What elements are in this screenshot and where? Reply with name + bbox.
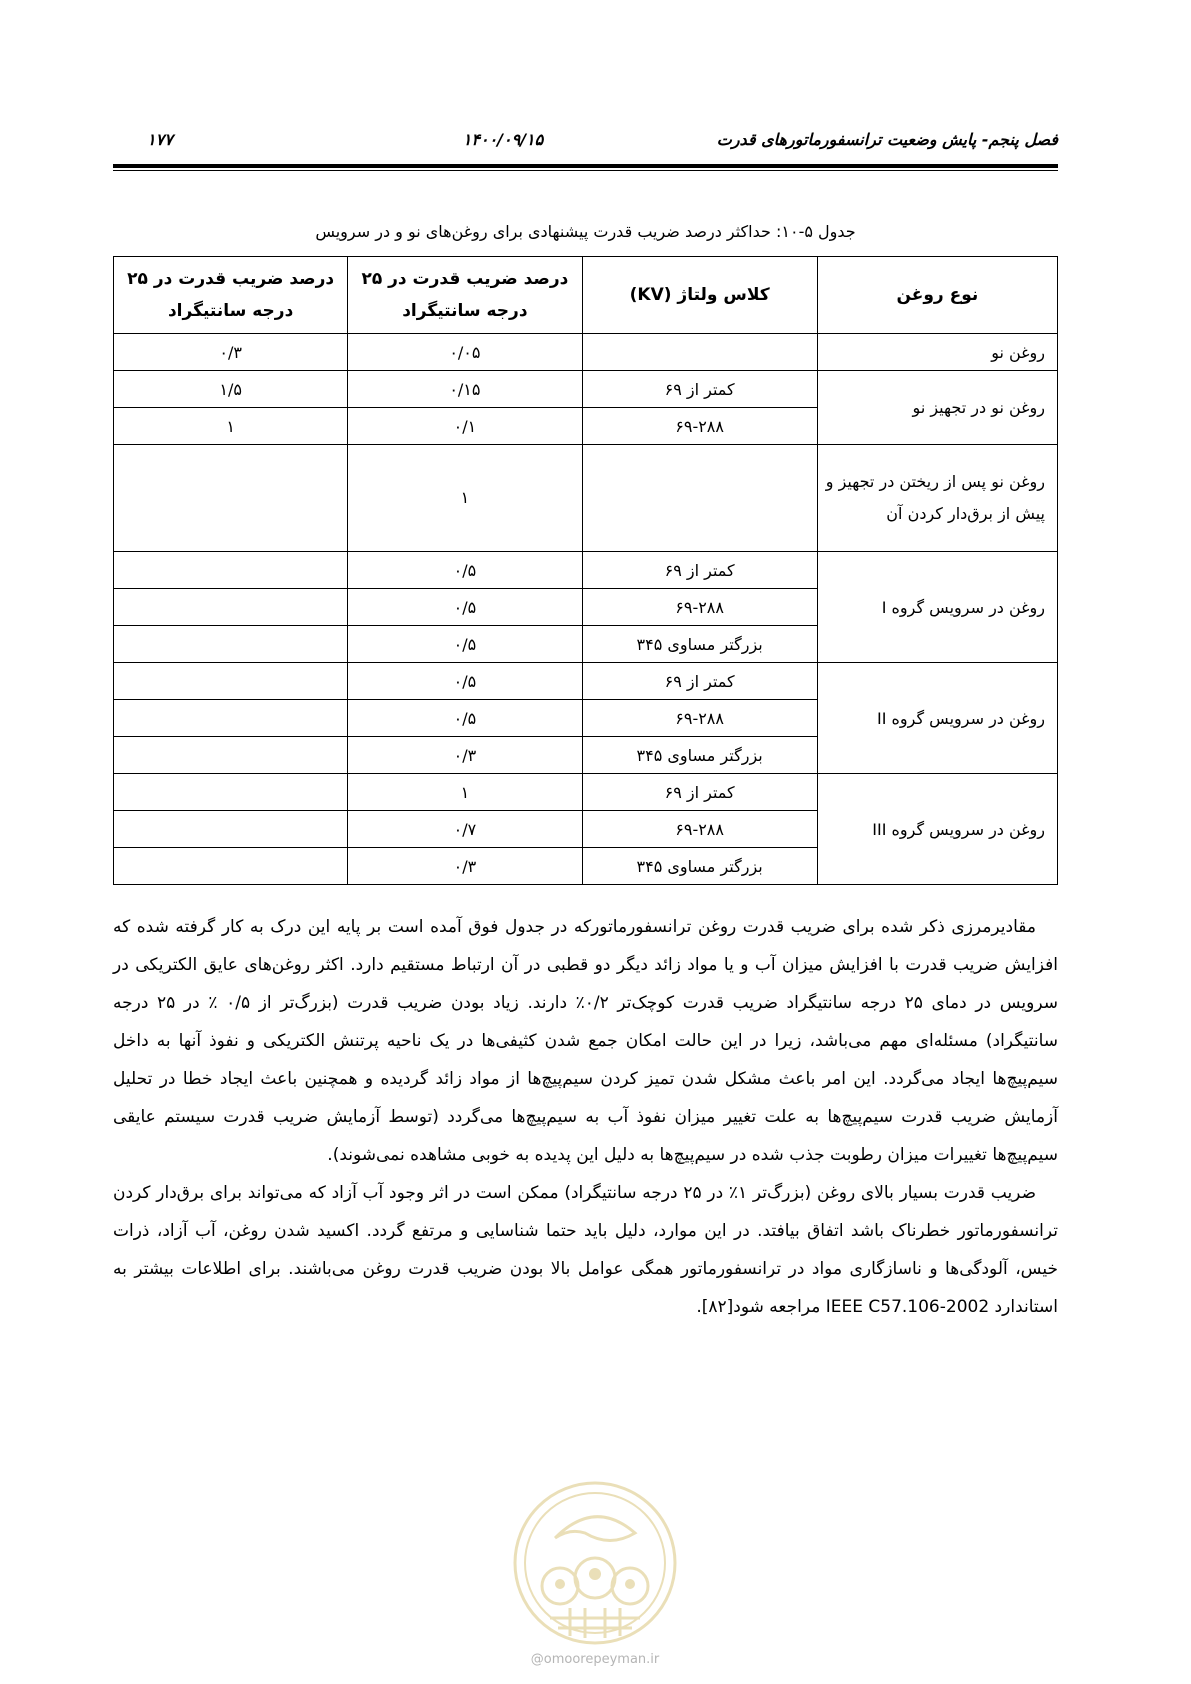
power-factor-table bbox=[113, 256, 1058, 885]
value-cell: ۰/۷ bbox=[348, 811, 582, 848]
watermark-seal-icon bbox=[510, 1478, 680, 1648]
voltage-cell: کمتر از ۶۹ bbox=[582, 774, 817, 811]
page-header bbox=[113, 126, 1058, 162]
value-cell bbox=[114, 552, 348, 589]
group-label: روغن نو در تجهیز نو bbox=[817, 371, 1057, 445]
table-row bbox=[114, 334, 1058, 371]
voltage-cell: کمتر از ۶۹ bbox=[582, 371, 817, 408]
voltage-cell: بزرگتر مساوی ۳۴۵ bbox=[582, 737, 817, 774]
value-cell: ۰/۳ bbox=[114, 334, 348, 371]
voltage-cell: ۶۹-۲۸۸ bbox=[582, 589, 817, 626]
value-cell bbox=[114, 774, 348, 811]
header-rule-thin bbox=[113, 170, 1058, 171]
table-caption: جدول ۵-۱۰: حداکثر درصد ضریب قدرت پیشنهادی برای روغن‌های نو و در سرویس bbox=[315, 222, 856, 241]
table-row bbox=[114, 774, 1058, 811]
chapter-title: فصل پنجم- پایش وضعیت ترانسفورماتورهای قدرت bbox=[716, 130, 1058, 149]
voltage-cell: کمتر از ۶۹ bbox=[582, 552, 817, 589]
table-row bbox=[114, 552, 1058, 589]
page-number: ۱۷۷ bbox=[147, 130, 173, 149]
value-cell: ۱ bbox=[348, 774, 582, 811]
value-cell: ۰/۱ bbox=[348, 408, 582, 445]
value-cell: ۰/۵ bbox=[348, 552, 582, 589]
value-cell: ۰/۳ bbox=[348, 737, 582, 774]
header-voltage-class: کلاس ولتاژ (KV) bbox=[582, 257, 817, 334]
value-cell: ۰/۵ bbox=[348, 626, 582, 663]
watermark-site: @omoorepeyman.ir bbox=[530, 1652, 660, 1667]
value-cell: ۰/۵ bbox=[348, 663, 582, 700]
voltage-cell: ۶۹-۲۸۸ bbox=[582, 700, 817, 737]
group-label: روغن نو پس از ریختن در تجهیز و پیش از برق‌دار کردن آن bbox=[817, 445, 1057, 552]
paragraph: ضریب قدرت بسیار بالای روغن (بزرگ‌تر ۱٪ در ۲۵ درجه سانتیگراد) ممکن است در اثر وجود آب آزاد که می‌تواند برای برق‌دار کردن ترانسفورماتور خطرناک باشد اتفاق بیافتد. در این موارد، دلیل باید حتما شناسایی و مرتفع گردد. اکسید شدن روغن، آب آزاد، ذرات خیس، آلودگی‌ها و ناسازگاری مواد در ترانسفورماتور همگی عوامل بالا بودن ضریب قدرت روغن می‌باشند. برای اطلاعات بیشتر به استاندارد IEEE C57.106-2002 مراجعه شود[۸۲]. bbox=[113, 1183, 1058, 1317]
group-label: روغن در سرویس گروه III bbox=[817, 774, 1057, 885]
table-row bbox=[114, 371, 1058, 408]
table-header-row bbox=[114, 257, 1058, 334]
voltage-cell bbox=[582, 334, 817, 371]
value-cell: ۰/۰۵ bbox=[348, 334, 582, 371]
value-cell: ۱ bbox=[114, 408, 348, 445]
value-cell: ۱/۵ bbox=[114, 371, 348, 408]
value-cell: ۰/۵ bbox=[348, 700, 582, 737]
voltage-cell: ۶۹-۲۸۸ bbox=[582, 811, 817, 848]
voltage-cell: کمتر از ۶۹ bbox=[582, 663, 817, 700]
voltage-cell: بزرگتر مساوی ۳۴۵ bbox=[582, 626, 817, 663]
value-cell bbox=[114, 811, 348, 848]
value-cell bbox=[114, 663, 348, 700]
header-date: ۱۴۰۰/۰۹/۱۵ bbox=[462, 130, 544, 149]
header-oil-type: نوع روغن bbox=[817, 257, 1057, 334]
voltage-cell: بزرگتر مساوی ۳۴۵ bbox=[582, 848, 817, 885]
body-text bbox=[113, 908, 1058, 1326]
value-cell: ۰/۳ bbox=[348, 848, 582, 885]
value-cell: ۰/۵ bbox=[348, 589, 582, 626]
table-row bbox=[114, 663, 1058, 700]
value-cell bbox=[114, 445, 348, 552]
group-label: روغن در سرویس گروه II bbox=[817, 663, 1057, 774]
value-cell bbox=[114, 737, 348, 774]
voltage-cell bbox=[582, 445, 817, 552]
header-power-factor-b: درصد ضریب قدرت در ۲۵ درجه سانتیگراد bbox=[114, 257, 348, 334]
group-label: روغن در سرویس گروه I bbox=[817, 552, 1057, 663]
value-cell: ۱ bbox=[348, 445, 582, 552]
table-row bbox=[114, 445, 1058, 552]
value-cell bbox=[114, 626, 348, 663]
header-power-factor-a: درصد ضریب قدرت در ۲۵ درجه سانتیگراد bbox=[348, 257, 582, 334]
value-cell bbox=[114, 848, 348, 885]
value-cell: ۰/۱۵ bbox=[348, 371, 582, 408]
value-cell bbox=[114, 589, 348, 626]
group-label: روغن نو bbox=[817, 334, 1057, 371]
header-rule bbox=[113, 164, 1058, 168]
value-cell bbox=[114, 700, 348, 737]
voltage-cell: ۶۹-۲۸۸ bbox=[582, 408, 817, 445]
paragraph: مقادیرمرزی ذکر شده برای ضریب قدرت روغن ترانسفورماتورکه در جدول فوق آمده است بر پایه این درک به کار گرفته شده که افزایش ضریب قدرت با افزایش میزان آب و یا مواد زائد دیگر دو قطبی در آن ارتباط مستقیم دارد. اکثر روغن‌های عایق الکتریکی در سرویس در دمای ۲۵ درجه سانتیگراد ضریب قدرت کوچک‌تر ۰/۲٪ دارند. زیاد بودن ضریب قدرت (بزرگ‌تر از ۰/۵ ٪ در ۲۵ درجه سانتیگراد) مسئله‌ای مهم می‌باشد، زیرا در این حالت امکان جمع شدن کثیفی‌ها در یک ناحیه پرتنش الکتریکی و نفوذ آنها به داخل سیم‌پیچ‌ها ایجاد می‌گردد. این امر باعث مشکل شدن تمیز کردن سیم‌پیچ‌ها از مواد زائد گردیده و همچنین باعث ایجاد خطا در تحلیل آزمایش ضریب قدرت سیم‌پیچ‌ها به علت تغییر میزان نفوذ آب به سیم‌پیچ‌ها می‌گردد (توسط آزمایش ضریب قدرت سیستم عایقی سیم‌پیچ‌ها تغییرات میزان رطوبت جذب شده در سیم‌پیچ‌ها به دلیل این پدیده به خوبی مشاهده نمی‌شوند). bbox=[113, 917, 1058, 1165]
